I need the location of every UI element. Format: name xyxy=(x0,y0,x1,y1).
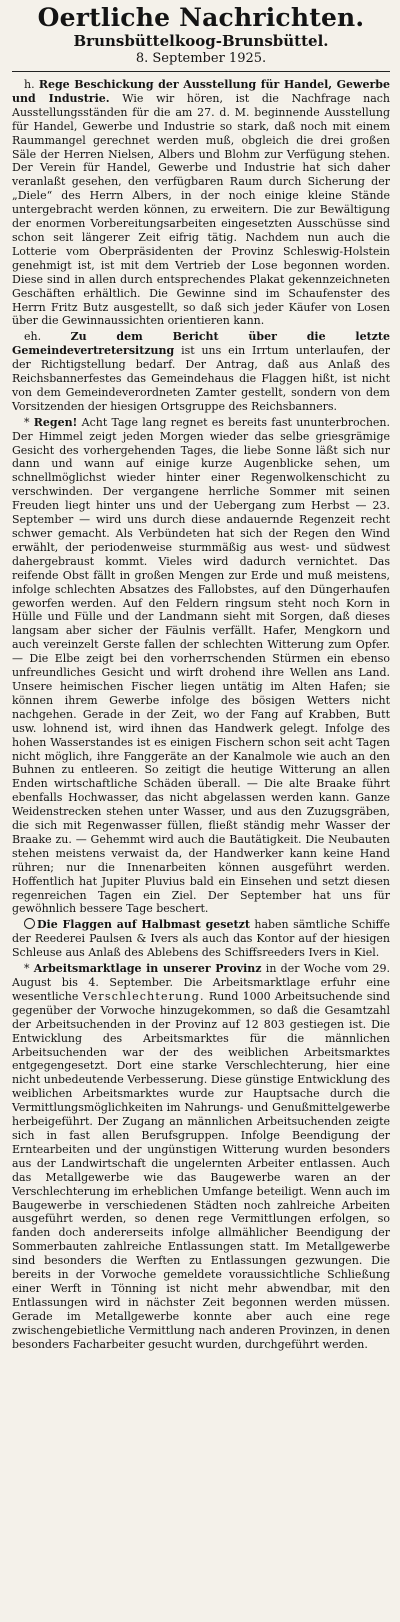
masthead xyxy=(12,4,390,67)
article-tag: * xyxy=(24,962,30,976)
article-rain xyxy=(12,416,390,917)
article-labour-market xyxy=(12,962,390,1351)
article-body: Acht Tage lang regnet es bereits fast ununterbrochen. Der Himmel zeigt jeden Morgen wieder das selbe griesgrämige Gesicht des vorhergehenden Tages, die liebe Sonne läßt sich nur dann und wann auf einige kurze Augenblicke sehen, um schnellmöglichst wieder hinter einer Regenwolkenschicht zu verschwinden. Der vergangene herrliche Sommer mit seinen Freuden liegt hinter uns und der Uebergang zum Herbst — 23. September — wird uns durch diese andauernde Regenzeit recht schwer gemacht. Als Verbündeten hat sich der Regen den Wind erwählt, der periodenweise sturmmäßig aus west- und südwest dahergebraust kommt. Vieles wird dadurch vernichtet. Das reifende Obst fällt in großen Mengen zur Erde und muß meistens, infolge schlechten Absatzes des Fallobstes, auf den Düngerhaufen geworfen werden. Auf den Feldern ringsum steht noch Korn in Hülle und Fülle und der Landmann sieht mit Sorgen, daß dieses langsam aber sicher der Fäulnis verfällt. Hafer, Mengkorn und auch vereinzelt Gerste fallen der schlechten Witterung zum Opfer. — Die Elbe zeigt bei den vorherrschenden Stürmen ein ebenso unfreundliches Gesicht und wirft drohend ihre Wellen ans Land. Unsere heimischen Fischer liegen untätig im Alten Hafen; sie können ihrem Gewerbe infolge des bösigen Wetters nicht nachgehen. Gerade in der Zeit, wo der Fang auf Krabben, Butt usw. lohnend ist, wird ihnen das Handwerk gelegt. Infolge des hohen Wasserstandes ist es einigen Fischern schon seit acht Tagen nicht möglich, ihre Fanggeräte an der Kanalmole wie auch an den Buhnen zu entleeren. So zeitigt die heutige Witterung an allen Enden wirtschaftliche Schäden überall. — Die alte Braake führt ebenfalls Hochwasser, das nicht abgelassen werden kann. Ganze Weidenstrecken stehen unter Wasser, und aus den Zuzugsgräben, die sich mit Regenwasser füllen, fließt ständig mehr Wasser der Braake zu. — Gehemmt wird auch die Bautätigkeit. Die Neubauten stehen meistens verwaist da, der Handwerker kann keine Hand rühren; nur die Innenarbeiten können ausgeführt werden. Hoffentlich hat Jupiter Pluvius bald ein Einsehen und setzt diesen regenreichen Tagen ein Ziel. Der September hat uns für gewöhnlich bessere Tage beschert. xyxy=(12,415,390,916)
dateline: Brunsbüttelkoog-Brunsbüttel. xyxy=(73,32,329,50)
article-body: Wie wir hören, ist die Nachfrage nach Ausstellungsständen für die am 27. d. M. beginnende Ausstellung für Handel, Gewerbe und Industrie so stark, daß noch mit einem Raummangel gerechnet werden muß, obgleich die drei großen Säle der Herren Nielsen, Albers und Blohm zur Verfügung stehen. Der Verein für Handel, Gewerbe und Industrie hat sich daher veranlaßt gesehen, den verfügbaren Raum durch Sicherung der „Diele“ des Herrn Albers, in der noch einige kleine Stände untergebracht werden können, zu erweitern. Die zur Bewältigung der enormen Vorbereitungsarbeiten eingesetzten Ausschüsse sind schon seit längerer Zeit eifrig tätig. Nachdem nun auch die Lotterie vom Oberpräsidenten der Provinz Schleswig-Holstein genehmigt ist, ist mit dem Vertrieb der Lose begonnen worden. Diese sind in allen durch entsprechendes Plakat gekennzeichneten Geschäften erhältlich. Die Gewinne sind im Schaufenster des Herrn Fritz Butz ausgestellt, so daß sich jeder Käufer von Losen über die Gewinnaussichten orientieren kann. xyxy=(12,91,391,328)
ring-icon xyxy=(24,918,35,929)
article-body: Rund 1000 Arbeitsuchende sind gegenüber der Vorwoche hinzugekommen, so daß die Gesamtzahl der Arbeitsuchenden in der Provinz auf 12 803 gestiegen ist. Die Entwicklung des Arbeitsmarktes für die männlichen Arbeitsuchenden war der des weiblichen Arbeitsmarktes entgegengesetzt. Dort eine starke Verschlechterung, hier eine nicht unbedeutende Verbesserung. Diese günstige Entwicklung des weiblichen Arbeitsmarktes wurde zur Hauptsache durch die Vermittlungsmöglichkeiten im Nahrungs- und Genußmittelgewerbe herbeigeführt. Der Zugang an männlichen Arbeitsuchenden zeigte sich in fast allen Berufsgruppen. Infolge Beendigung der Erntearbeiten und der ungünstigen Witterung wurden besonders aus der Landwirtschaft die ungelernten Arbeiter entlassen. Auch das Metallgewerbe wie das Baugewerbe waren an der Verschlechterung im erheblichen Umfange beteiligt. Wenn auch im Baugewerbe in verschiedenen Städten noch zahlreiche Arbeiten ausgeführt werden, so denen rege Vermittlungen erfolgen, so fanden doch andererseits infolge allmählicher Beendigung der Sommerbauten zahlreiche Entlassungen statt. Im Metallgewerbe sind besonders die Werften zu Entlassungen gezwungen. Die bereits in der Vorwoche gemeldete voraussichtliche Schließung einer Werft in Tönning ist nicht mehr abwendbar, mit den Entlassungen wird in nächster Zeit begonnen werden müssen. Gerade im Metallgewerbe konnte aber auch eine rege zwischengebietliche Vermittlung nach anderen Provinzen, in denen besonders Facharbeiter gesucht wurden, durchgeführt werden. xyxy=(12,989,390,1351)
article-correction xyxy=(12,330,390,413)
article-headline: Arbeitsmarktlage in unserer Provinz xyxy=(33,962,262,976)
article-tag: * xyxy=(24,415,30,429)
section-title: Oertliche Nachrichten. xyxy=(37,3,365,32)
article-exhibition xyxy=(12,78,390,328)
article-body: haben sämtliche Schiffe der Reederei Paulsen & Ivers als auch das Kontor auf der hiesigen Schleuse aus Anlaß des Ablebens des Schiffsreeders Ivers in Kiel. xyxy=(12,918,390,960)
article-headline: Zu dem Bericht über die letzte Gemeindevertretersitzung xyxy=(12,330,390,358)
article-tag: h. xyxy=(24,78,35,91)
article-body: ist uns ein Irrtum unterlaufen, der der Richtigstellung bedarf. Der Antrag, daß aus Anlaß des Reichsbannerfestes das Gemeindehaus die Flaggen hißt, ist nicht von dem Gemeindeverordneten Zamter gestellt, sondern von dem Vorsitzenden der hiesigen Ortsgruppe des Reichsbanners. xyxy=(12,344,391,413)
article-flags xyxy=(12,918,390,960)
article-tag: eh. xyxy=(24,330,42,344)
article-body-emphasis: Verschlechterung. xyxy=(82,989,205,1003)
header-rule xyxy=(12,71,390,72)
article-body: in der Woche vom 29. August bis 4. September. Die Arbeitsmarktlage erfuhr eine wesentliche xyxy=(12,962,390,1003)
issue-date: 8. September 1925. xyxy=(135,51,267,66)
article-headline: Rege Beschickung der Ausstellung für Handel, Gewerbe und Industrie. xyxy=(12,78,390,105)
article-headline: Regen! xyxy=(33,415,78,429)
article-headline: Die Flaggen auf Halbmast gesetzt xyxy=(37,918,250,932)
